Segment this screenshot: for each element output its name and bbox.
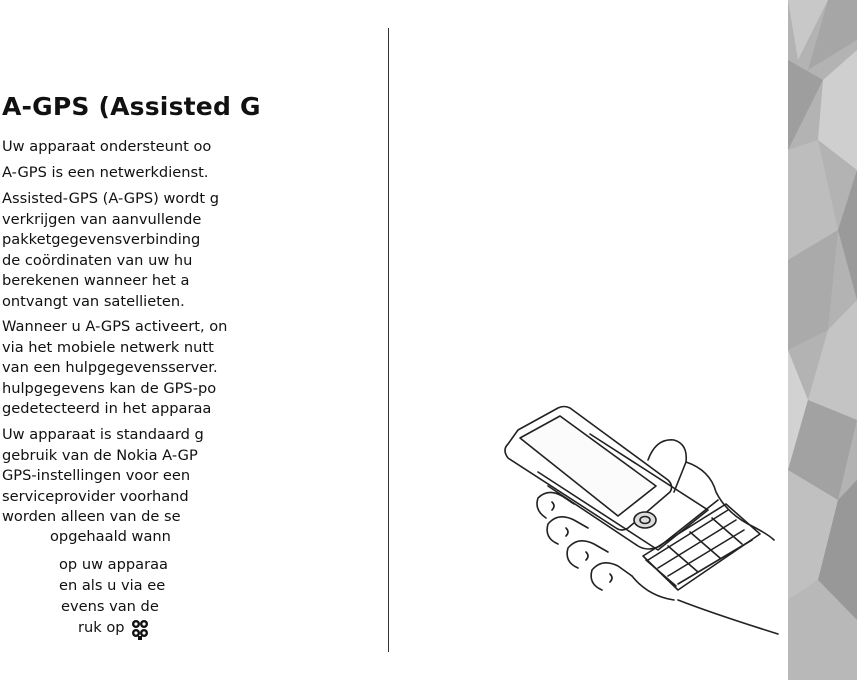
paragraph-line: berekenen wanneer het a [2, 272, 190, 289]
partial-line: en als u via ee [59, 577, 166, 594]
paragraph-5 [2, 425, 228, 528]
menu-key-icon [130, 618, 150, 640]
paragraph-line: gedetecteerd in het apparaa [2, 400, 212, 417]
partial-line: evens van de [61, 598, 159, 615]
paragraph-line: van een hulpgegevensserver. [2, 359, 218, 376]
paragraph-line: serviceprovider voorhand [2, 487, 189, 505]
paragraph-3 [2, 189, 228, 312]
hand-holding-phone-icon [478, 400, 778, 640]
paragraph-1 [2, 137, 228, 158]
column-divider [388, 28, 389, 652]
partial-line: op uw apparaa [59, 556, 168, 573]
paragraph-line: verkrijgen van aanvullende [2, 210, 202, 228]
partial-line: ruk op [78, 619, 125, 636]
paragraph-line: worden alleen van de se [2, 508, 181, 525]
paragraph-4 [2, 317, 228, 420]
partial-line: opgehaald wann [50, 528, 171, 545]
paragraph-line: pakketgegevensverbinding [2, 231, 201, 248]
paragraph-line: gebruik van de Nokia A-GP [2, 446, 198, 464]
paragraph-line: Assisted-GPS (A-GPS) wordt g [2, 190, 219, 207]
paragraph-2 [2, 163, 228, 184]
paragraph-line: via het mobiele netwerk nutt [2, 338, 214, 356]
paragraph-line: ontvangt van satellieten. [2, 292, 185, 310]
paragraph-line: Uw apparaat is standaard g [2, 426, 204, 443]
decorative-sidebar [788, 0, 857, 680]
section-heading: A-GPS (Assisted G [2, 92, 261, 121]
paragraph-line: Uw apparaat ondersteunt oo [2, 138, 212, 155]
paragraph-line: Wanneer u A-GPS activeert, on [2, 318, 228, 335]
paragraph-line: hulpgegevens kan de GPS-po [2, 379, 217, 397]
paragraph-line: A-GPS is een netwerkdienst. [2, 164, 209, 181]
paragraph-line: de coördinaten van uw hu [2, 251, 193, 269]
paragraph-line: GPS-instellingen voor een [2, 467, 191, 484]
